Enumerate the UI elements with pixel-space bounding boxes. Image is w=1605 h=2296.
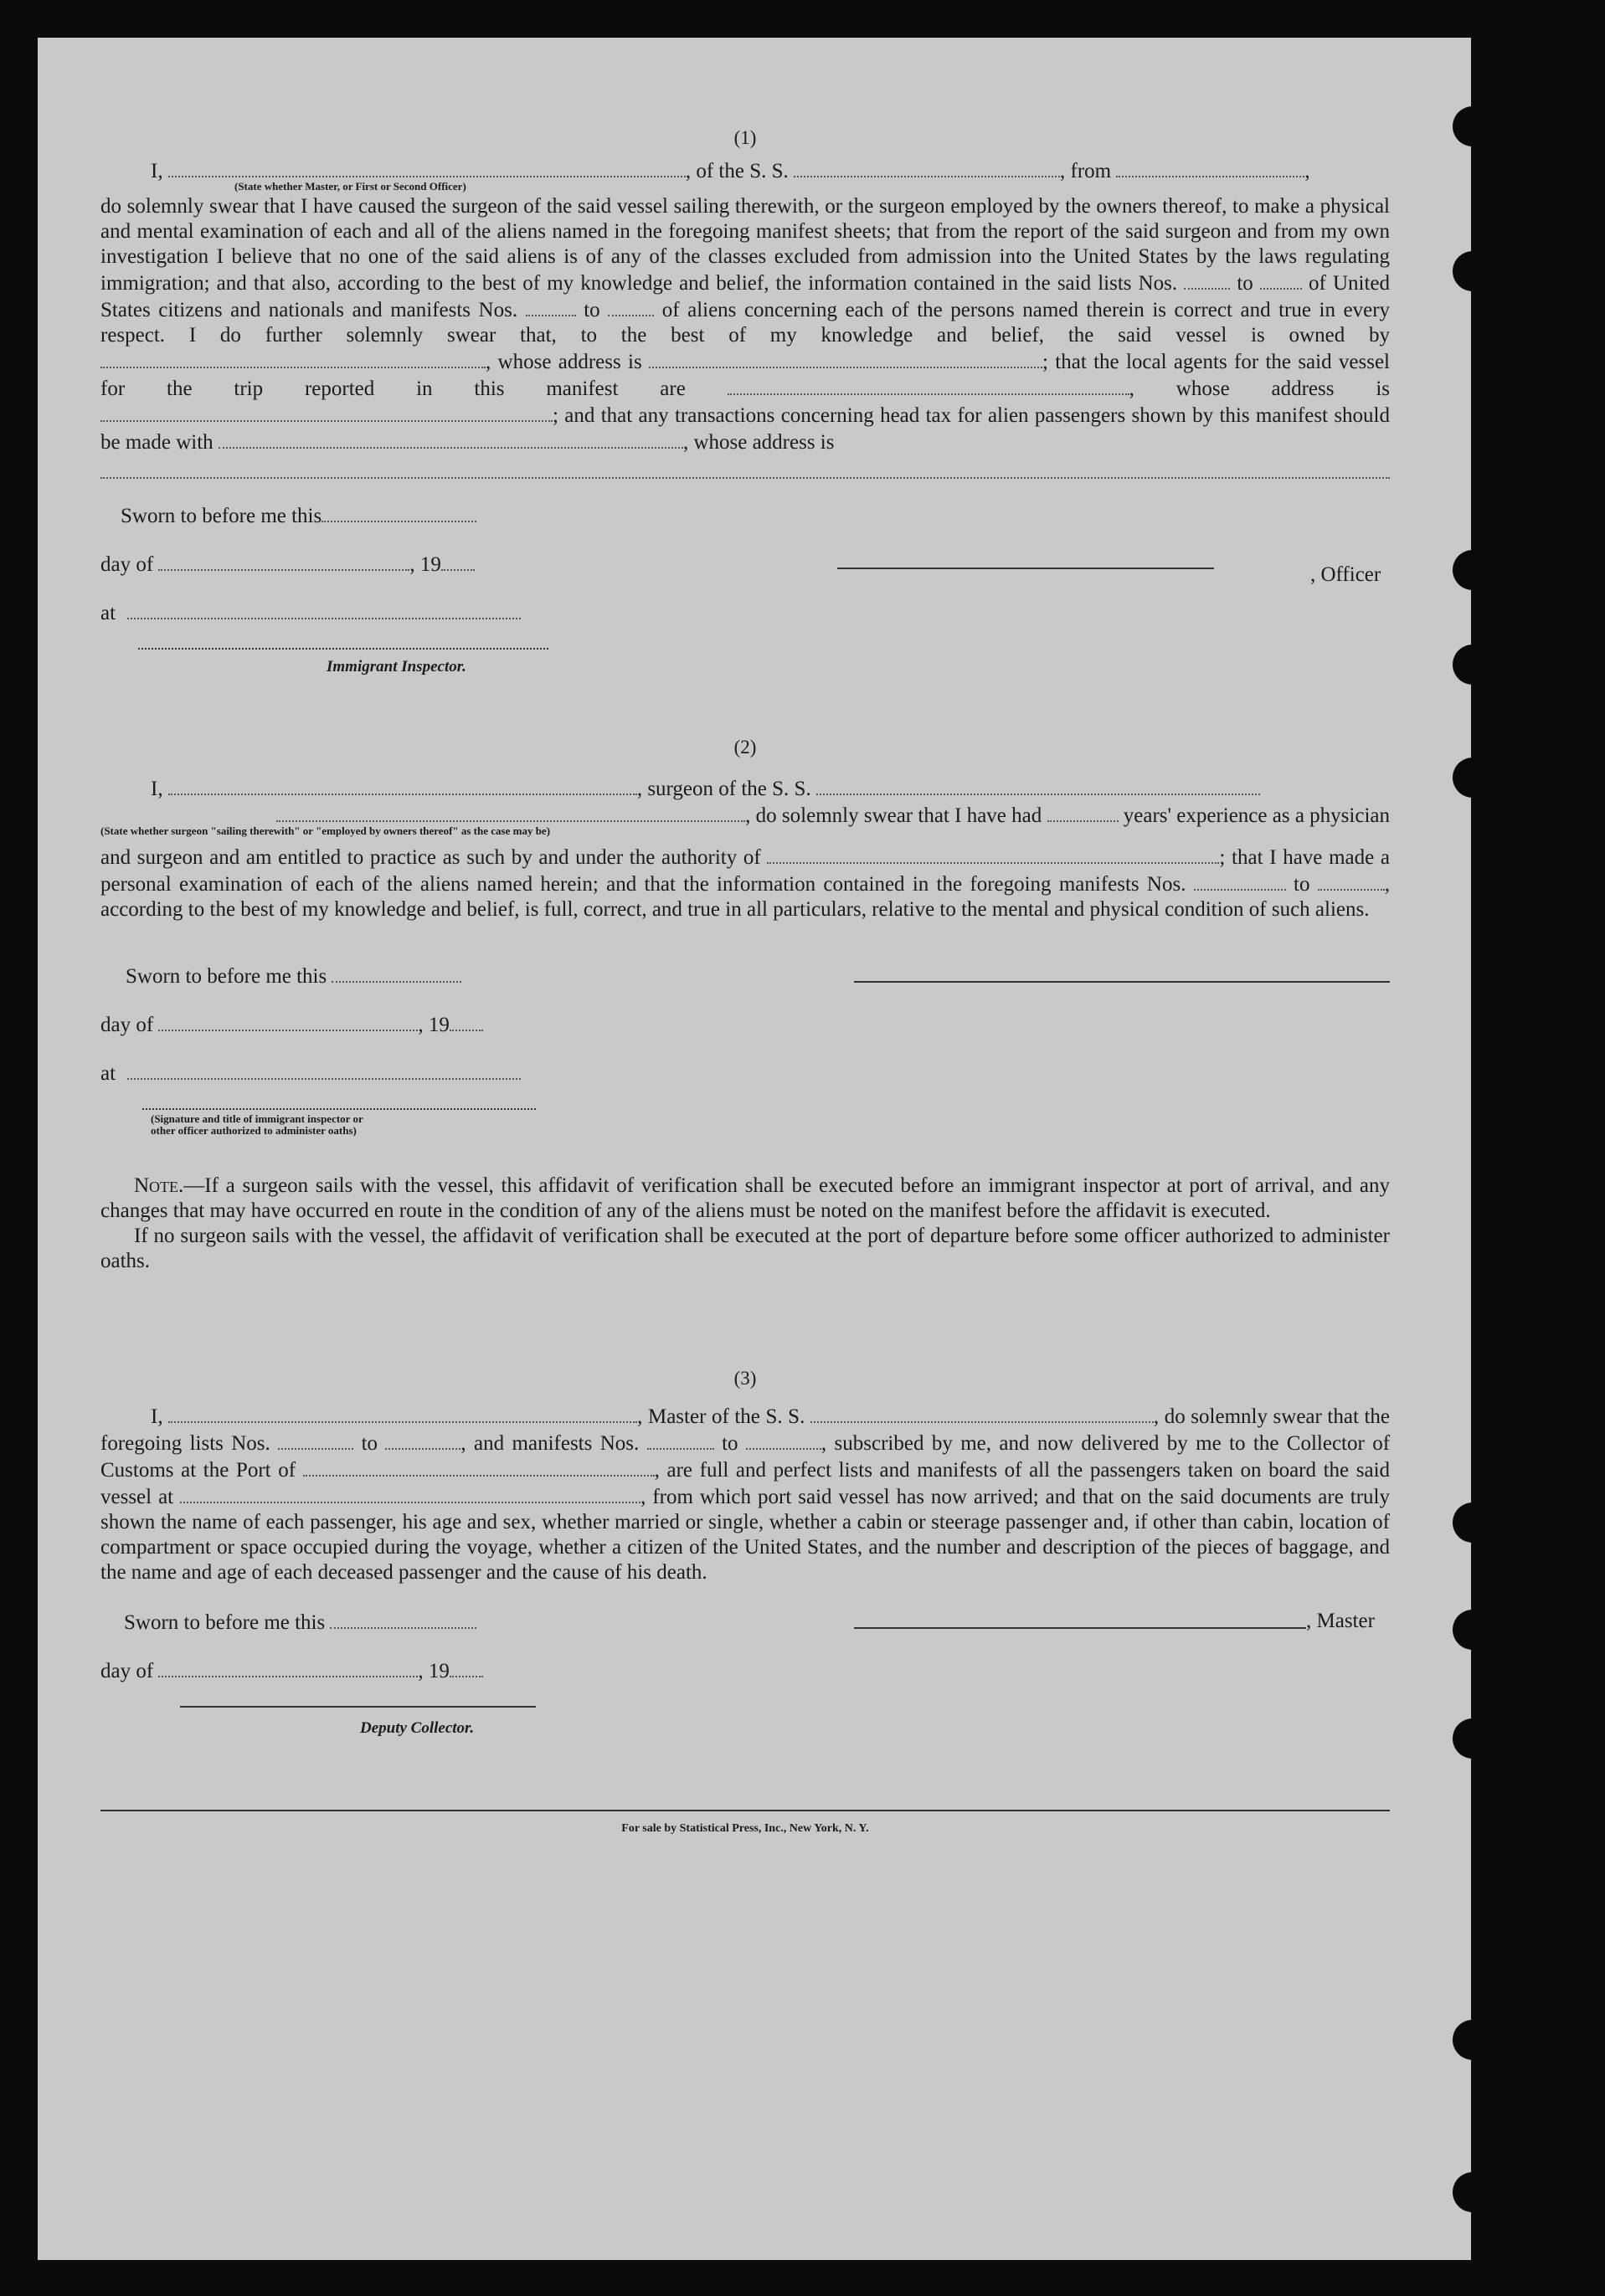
s2-manifests-to-field[interactable] [1318, 871, 1385, 891]
section-2-number: (2) [733, 737, 757, 758]
manifests-from-field[interactable] [526, 296, 576, 316]
binder-hole [1453, 2172, 1493, 2212]
s3-manifests-to-field[interactable] [746, 1430, 821, 1450]
s3-sworn-year-field[interactable] [450, 1657, 483, 1677]
binder-hole [1453, 251, 1493, 291]
surgeon-signature-line[interactable] [854, 963, 1390, 983]
binder-hole [1453, 550, 1493, 590]
s3-ship-field[interactable] [810, 1403, 1154, 1423]
s3-sworn-day-field[interactable] [330, 1609, 476, 1629]
s2-sworn-place-field[interactable] [127, 1060, 521, 1080]
footer-rule [100, 1810, 1390, 1811]
section-2-line-1: I, , surgeon of the S. S. [100, 775, 1390, 802]
sworn-month-field[interactable] [158, 551, 409, 571]
section-1-number: (1) [733, 127, 757, 148]
s2-sworn-year-field[interactable] [450, 1011, 483, 1031]
port-field[interactable] [303, 1456, 655, 1477]
officer-sub-note: (State whether Master, or First or Second Officer) [234, 180, 466, 193]
sworn-year-field[interactable] [441, 551, 475, 571]
local-agents-field[interactable] [728, 375, 1129, 395]
section-3-oath: Sworn to before me this , Master day of , 19 Deputy Collector. [100, 1609, 1390, 1793]
binder-hole [1453, 2020, 1493, 2060]
binder-hole [1453, 758, 1493, 798]
section-2-note: Note.—If a surgeon sails with the vessel, this affidavit of verification shall be executed before an immigrant inspector at port of arrival, and any changes that may have occurred en route in the condition of any of the aliens must be noted on the manifest before the affidavit is executed. [100, 1174, 1390, 1222]
s2-sworn-month-field[interactable] [158, 1011, 418, 1031]
s2-manifests-from-field[interactable] [1194, 871, 1286, 891]
agents-address-field[interactable] [100, 402, 553, 422]
section-3-number: (3) [733, 1368, 757, 1389]
binder-hole [1453, 645, 1493, 685]
surgeon-name-field[interactable] [168, 775, 637, 795]
footer-imprint: For sale by Statistical Press, Inc., New York, N. Y. [621, 1822, 869, 1835]
officer-signature-line[interactable] [837, 549, 1214, 569]
sworn-day-field[interactable] [322, 502, 476, 522]
s3-lists-to-field[interactable] [385, 1430, 460, 1450]
s2-sworn-day-field[interactable] [332, 963, 461, 983]
surgeon-ship-field[interactable] [816, 775, 1260, 795]
binder-hole [1453, 106, 1493, 146]
immigrant-inspector-caption: Immigrant Inspector. [327, 658, 466, 675]
binder-hole [1453, 1718, 1493, 1759]
note-heading: Note. [134, 1174, 184, 1197]
section-2-line-2: , do solemnly swear that I have had years' experience as a physician [100, 802, 1390, 829]
section-2-paragraph: and surgeon and am entitled to practice as such by and under the authority of ; that I have made a personal examination of each of the aliens named herein; and that the information contained in the foregoing manifests Nos. to , according to the best of my knowledge and belief, is full, correct, and true in all particulars, relative to the mental and physical condition of such aliens. [100, 844, 1390, 922]
head-tax-field[interactable] [219, 429, 683, 449]
surgeon-sub-note: (State whether surgeon "sailing therewith" or "employed by owners thereof" as the case may be) [100, 824, 551, 837]
signature-note-1: (Signature and title of immigrant inspector or [151, 1112, 363, 1125]
form-content [100, 126, 1390, 1841]
from-port-field[interactable] [1116, 157, 1304, 177]
section-2-oath: Sworn to before me this day of , 19 at (Signature and title of immigrant inspector or other officer authorized to administer oaths) [100, 963, 1390, 1172]
owner-address-field[interactable] [649, 348, 1042, 368]
manifests-to-field[interactable] [608, 296, 654, 316]
surgeon-ship-continued-field[interactable] [276, 802, 745, 822]
boarding-port-field[interactable] [180, 1483, 640, 1503]
section-1-paragraph: do solemnly swear that I have caused the surgeon of the said vessel sailing therewith, or the surgeon employed by the owners thereof, to make a physical and mental examination of each and all of the aliens named in the foregoing manifest sheets; that from the report of the said surgeon and from my own investigation I believe that no one of the said aliens is of any of the classes excluded from admission into the United States by the laws regulating immigration; and that also, according to the best of my knowledge and belief, the information contained in the said lists Nos. to of United States citizens and nationals and manifests Nos. to of aliens concerning each of the persons named therein is correct and true in every respect. I do further solemnly swear that, to the best of my knowledge and belief, the said vessel is owned by , whose address is ; that the local agents for the said vessel for the trip reported in this manifest are , whose address is ; and that any transactions concerning head tax for alien passengers shown by this manifest should be made with , whose address is [100, 195, 1391, 454]
section-1-oath: Sworn to before me this day of , 19 , Officer at Immigrant Inspector. [100, 502, 1390, 695]
owner-field[interactable] [100, 348, 486, 368]
address-continuation-line[interactable] [100, 455, 1390, 479]
section-1-line-1: I, , of the S. S. , from , [100, 157, 1390, 184]
officer-name-field[interactable] [168, 157, 686, 177]
binder-hole [1453, 1502, 1493, 1543]
binder-hole [1453, 1610, 1493, 1650]
ship-name-field[interactable] [794, 157, 1060, 177]
s3-lists-from-field[interactable] [278, 1430, 353, 1450]
years-experience-field[interactable] [1047, 802, 1119, 822]
s3-sworn-month-field[interactable] [158, 1657, 418, 1677]
deputy-collector-caption: Deputy Collector. [360, 1719, 475, 1737]
lists-to-field[interactable] [1260, 270, 1302, 290]
section-2-note-2: If no surgeon sails with the vessel, the affidavit of verification shall be executed at the port of departure before some officer authorized to administer oaths. [100, 1225, 1390, 1272]
master-name-field[interactable] [168, 1403, 637, 1423]
sworn-place-field[interactable] [127, 599, 521, 619]
s3-manifests-from-field[interactable] [647, 1430, 714, 1450]
section-3-paragraph: I, , Master of the S. S. , do solemnly swear that the foregoing lists Nos. to , and manifests Nos. to , subscribed by me, and now delivered by me to the Collector of Customs at the Port of , are full and perfect lists and manifests of all the passengers taken on board the said vessel at , from which port said vessel has now arrived; and that on the said documents are truly shown the name of each passenger, his age and sex, whether married or single, whether a cabin or steerage passenger and, if other than cabin, location of compartment or space occupied during the voyage, whether a citizen of the United States, and the number and description of the pieces of baggage, and the name and age of each deceased passenger and the cause of his death. [100, 1403, 1390, 1585]
practice-authority-field[interactable] [767, 844, 1219, 864]
master-signature-line[interactable] [854, 1609, 1306, 1629]
lists-from-field[interactable] [1184, 270, 1230, 290]
signature-note-2: other officer authorized to administer oaths) [151, 1124, 357, 1137]
